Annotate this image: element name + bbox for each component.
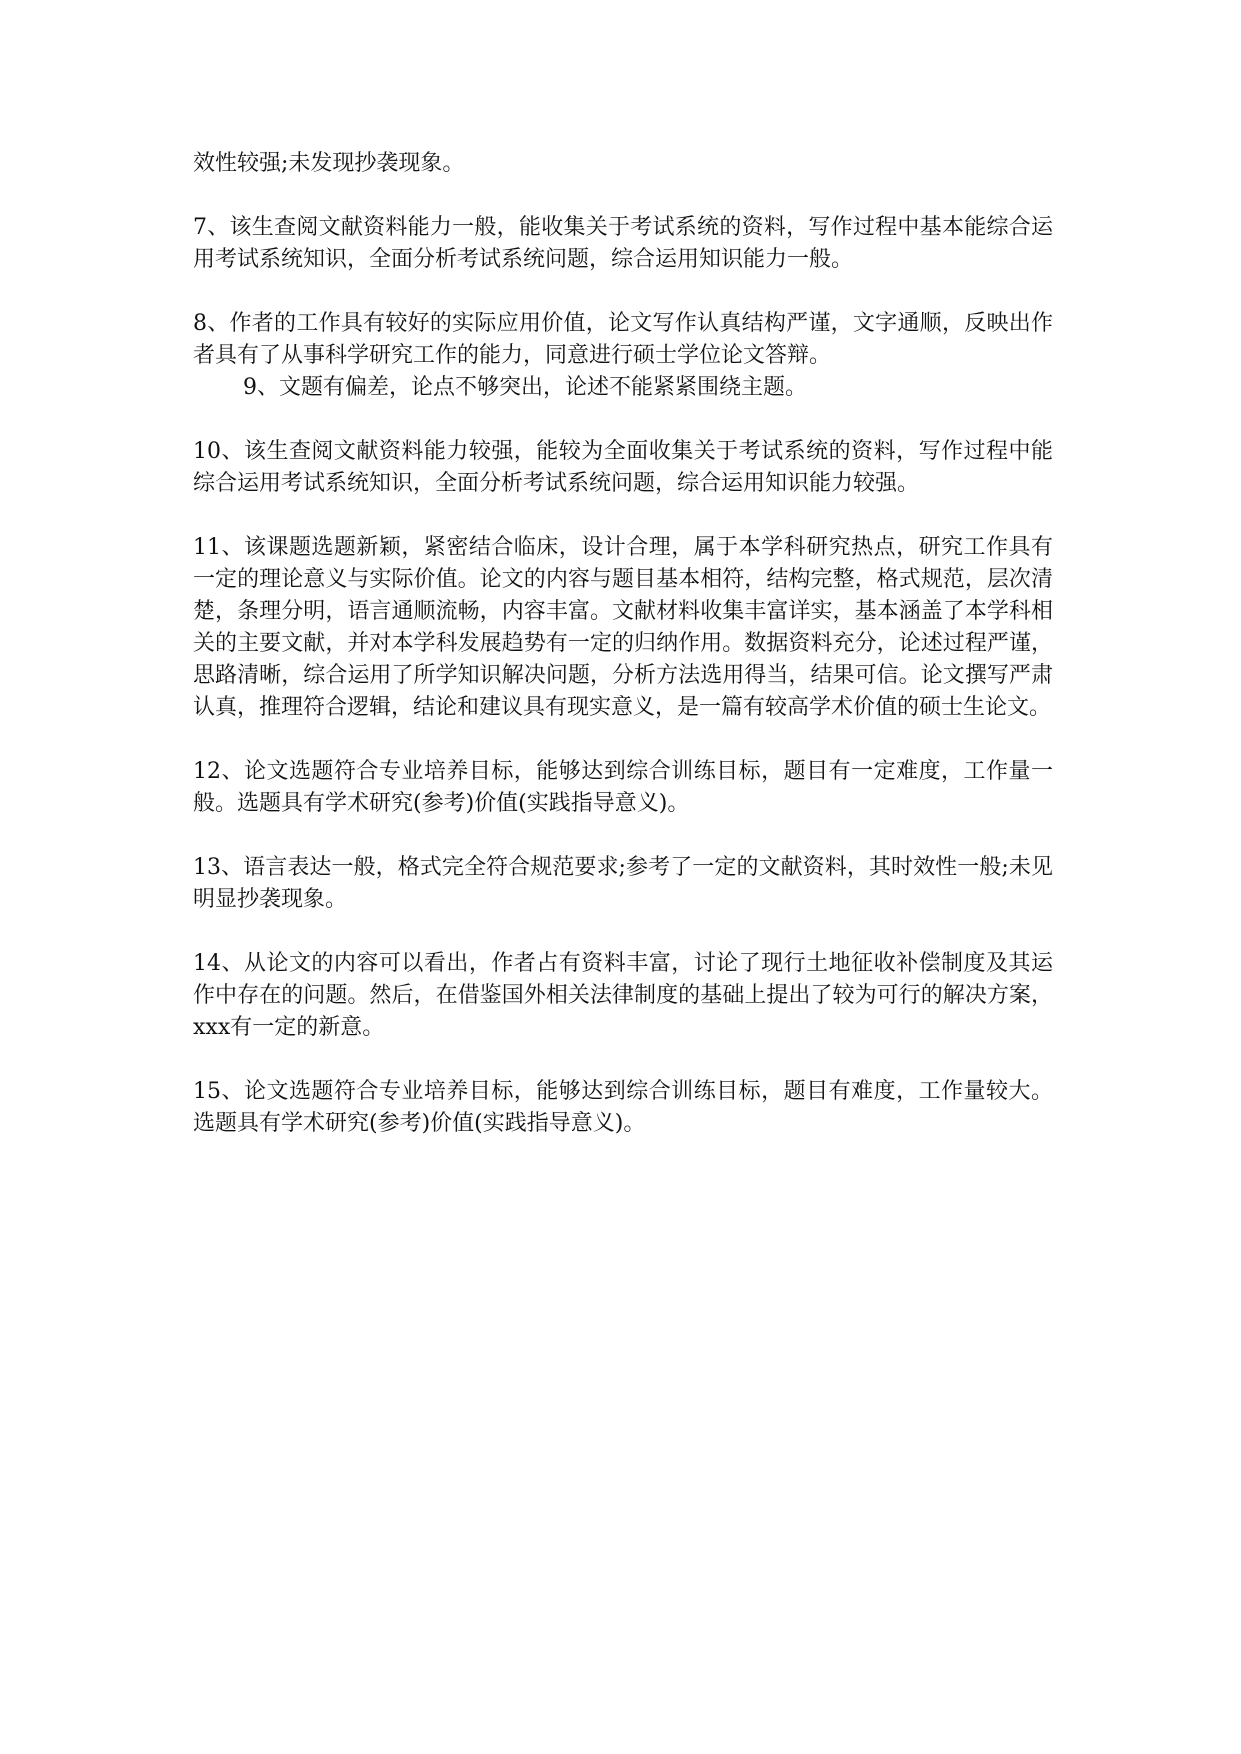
paragraph-item-14: 14、从论文的内容可以看出，作者占有资料丰富，讨论了现行土地征收补偿制度及其运作中存在的问题。然后，在借鉴国外相关法律制度的基础上提出了较为可行的解决方案，xxx有一定的新意。 (193, 951, 1053, 1040)
paragraph-continued: 效性较强;未发现抄袭现象。 (193, 151, 465, 176)
paragraph-item-13: 13、语言表达一般，格式完全符合规范要求;参考了一定的文献资料，其时效性一般;未见明显抄袭现象。 (193, 855, 1053, 912)
paragraph-item-7: 7、该生查阅文献资料能力一般，能收集关于考试系统的资料，写作过程中基本能综合运用考试系统知识，全面分析考试系统问题，综合运用知识能力一般。 (193, 215, 1053, 272)
paragraph-item-10: 10、该生查阅文献资料能力较强，能较为全面收集关于考试系统的资料，写作过程中能综合运用考试系统知识，全面分析考试系统问题，综合运用知识能力较强。 (193, 439, 1053, 496)
paragraph-item-15: 15、论文选题符合专业培养目标，能够达到综合训练目标，题目有难度，工作量较大。选题具有学术研究(参考)价值(实践指导意义)。 (193, 1079, 1053, 1136)
document-body (193, 148, 1053, 1172)
paragraph-item-11: 11、该课题选题新颖，紧密结合临床，设计合理，属于本学科研究热点，研究工作具有一定的理论意义与实际价值。论文的内容与题目基本相符，结构完整，格式规范，层次清楚，条理分明，语言通顺流畅，内容丰富。文献材料收集丰富详实，基本涵盖了本学科相关的主要文献，并对本学科发展趋势有一定的归纳作用。数据资料充分，论述过程严谨，思路清晰，综合运用了所学知识解决问题，分析方法选用得当，结果可信。论文撰写严肃认真，推理符合逻辑，结论和建议具有现实意义，是一篇有较高学术价值的硕士生论文。 (193, 535, 1053, 720)
paragraph-item-12: 12、论文选题符合专业培养目标，能够达到综合训练目标，题目有一定难度，工作量一般。选题具有学术研究(参考)价值(实践指导意义)。 (193, 759, 1053, 816)
paragraph-item-8: 8、作者的工作具有较好的实际应用价值，论文写作认真结构严谨，文字通顺，反映出作者具有了从事科学研究工作的能力，同意进行硕士学位论文答辩。 (193, 311, 1053, 368)
paragraph-item-9: 9、文题有偏差，论点不够突出，论述不能紧紧围绕主题。 (243, 375, 807, 400)
